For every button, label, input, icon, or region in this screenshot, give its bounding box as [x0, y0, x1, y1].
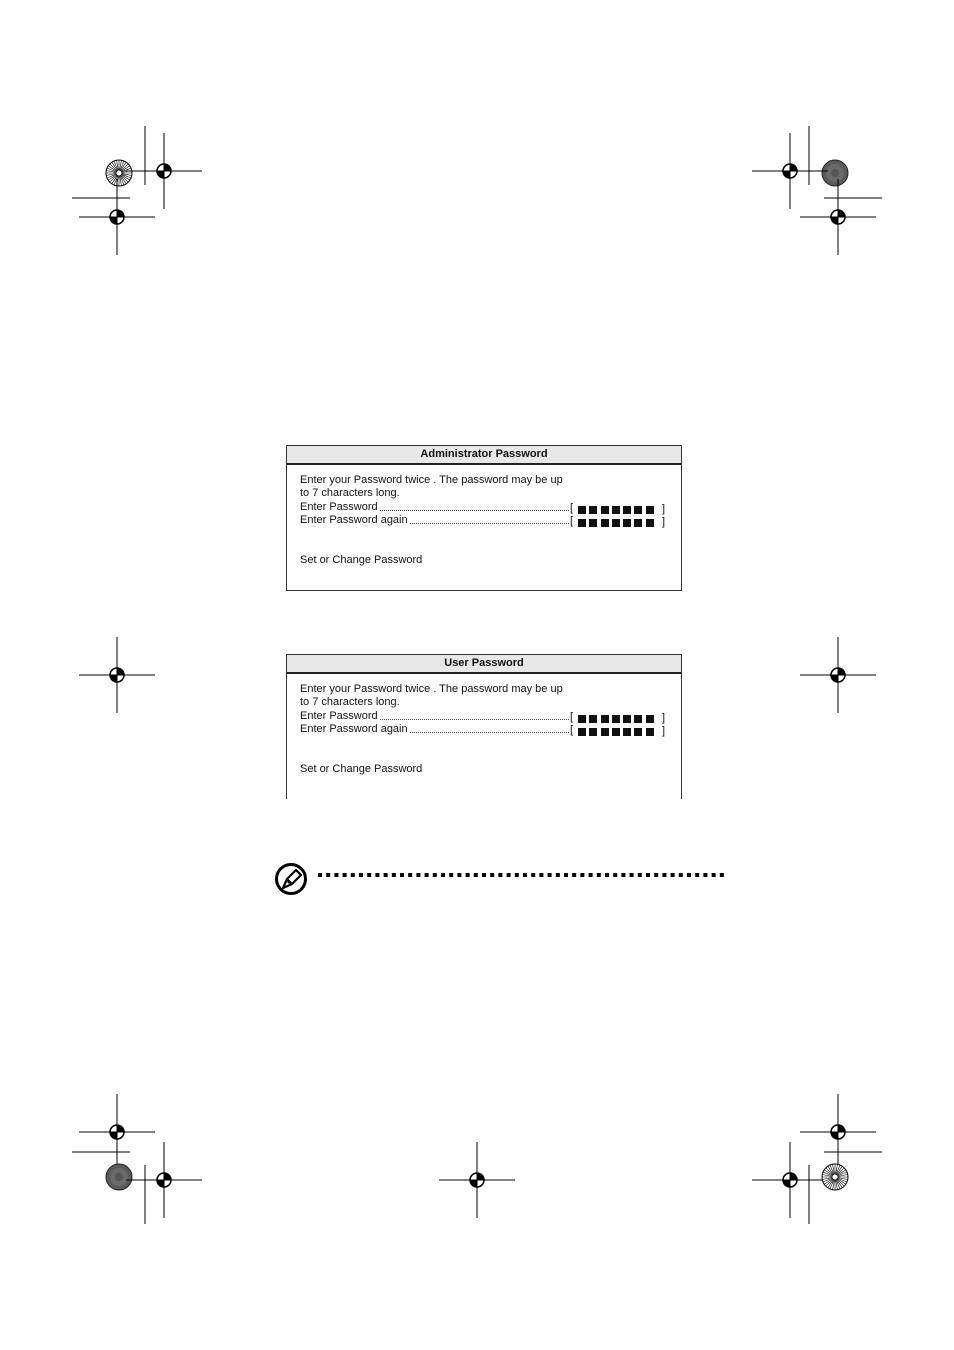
dialog-instructions: [300, 474, 580, 500]
crosshair-registration-icon: [126, 1142, 202, 1218]
crosshair-registration-icon: [79, 179, 155, 255]
crosshair-registration-icon: [800, 179, 876, 255]
crosshair-registration-icon: [79, 1094, 155, 1170]
starburst-icon: [822, 1164, 848, 1190]
instruction-line: Enter your Password twice . The password may be up: [300, 474, 563, 486]
dialog-title: Administrator Password: [287, 446, 681, 465]
enter-password-field[interactable]: [300, 710, 670, 724]
bracket-open: [: [570, 724, 574, 736]
bracket-close: ]: [662, 503, 666, 515]
bracket-close: ]: [662, 516, 666, 528]
gray-disc-icon: [106, 1164, 132, 1190]
bracket-close: ]: [662, 725, 666, 737]
bracket-open: [: [570, 711, 574, 723]
dotted-leader: [408, 523, 569, 524]
enter-password-field[interactable]: [300, 501, 670, 515]
enter-password-label: Enter Password: [300, 710, 378, 722]
bracket-open: [: [570, 515, 574, 527]
dotted-leader: [376, 719, 569, 720]
note-pen-icon: [274, 861, 310, 897]
dialog-footer-hint: Set or Change Password: [300, 554, 423, 566]
dialog-instructions: [300, 683, 580, 709]
enter-password-again-label: Enter Password again: [300, 514, 408, 526]
dialog-title: User Password: [287, 655, 681, 674]
enter-password-label: Enter Password: [300, 501, 378, 513]
crosshair-registration-icon: [752, 133, 828, 209]
dotted-leader: [376, 510, 569, 511]
crosshair-registration-icon: [439, 1142, 515, 1218]
instruction-line: to 7 characters long.: [300, 487, 400, 499]
starburst-icon: [106, 160, 132, 186]
gray-disc-icon: [822, 160, 848, 186]
password-mask: [578, 715, 658, 723]
enter-password-again-label: Enter Password again: [300, 723, 408, 735]
administrator-password-dialog: [286, 445, 682, 591]
crosshair-registration-icon: [79, 637, 155, 713]
password-mask: [578, 506, 658, 514]
enter-password-again-field[interactable]: [300, 723, 670, 737]
instruction-line: Enter your Password twice . The password may be up: [300, 683, 563, 695]
user-password-dialog: [286, 654, 682, 799]
dotted-leader: [408, 732, 569, 733]
bracket-close: ]: [662, 712, 666, 724]
crosshair-registration-icon: [800, 637, 876, 713]
note-divider-dotted-line: [318, 872, 724, 878]
crosshair-registration-icon: [752, 1142, 828, 1218]
password-mask: [578, 728, 658, 736]
dialog-footer-hint: Set or Change Password: [300, 763, 423, 775]
enter-password-again-field[interactable]: [300, 514, 670, 528]
crosshair-registration-icon: [126, 133, 202, 209]
crosshair-registration-icon: [800, 1094, 876, 1170]
bracket-open: [: [570, 502, 574, 514]
instruction-line: to 7 characters long.: [300, 696, 400, 708]
password-mask: [578, 519, 658, 527]
